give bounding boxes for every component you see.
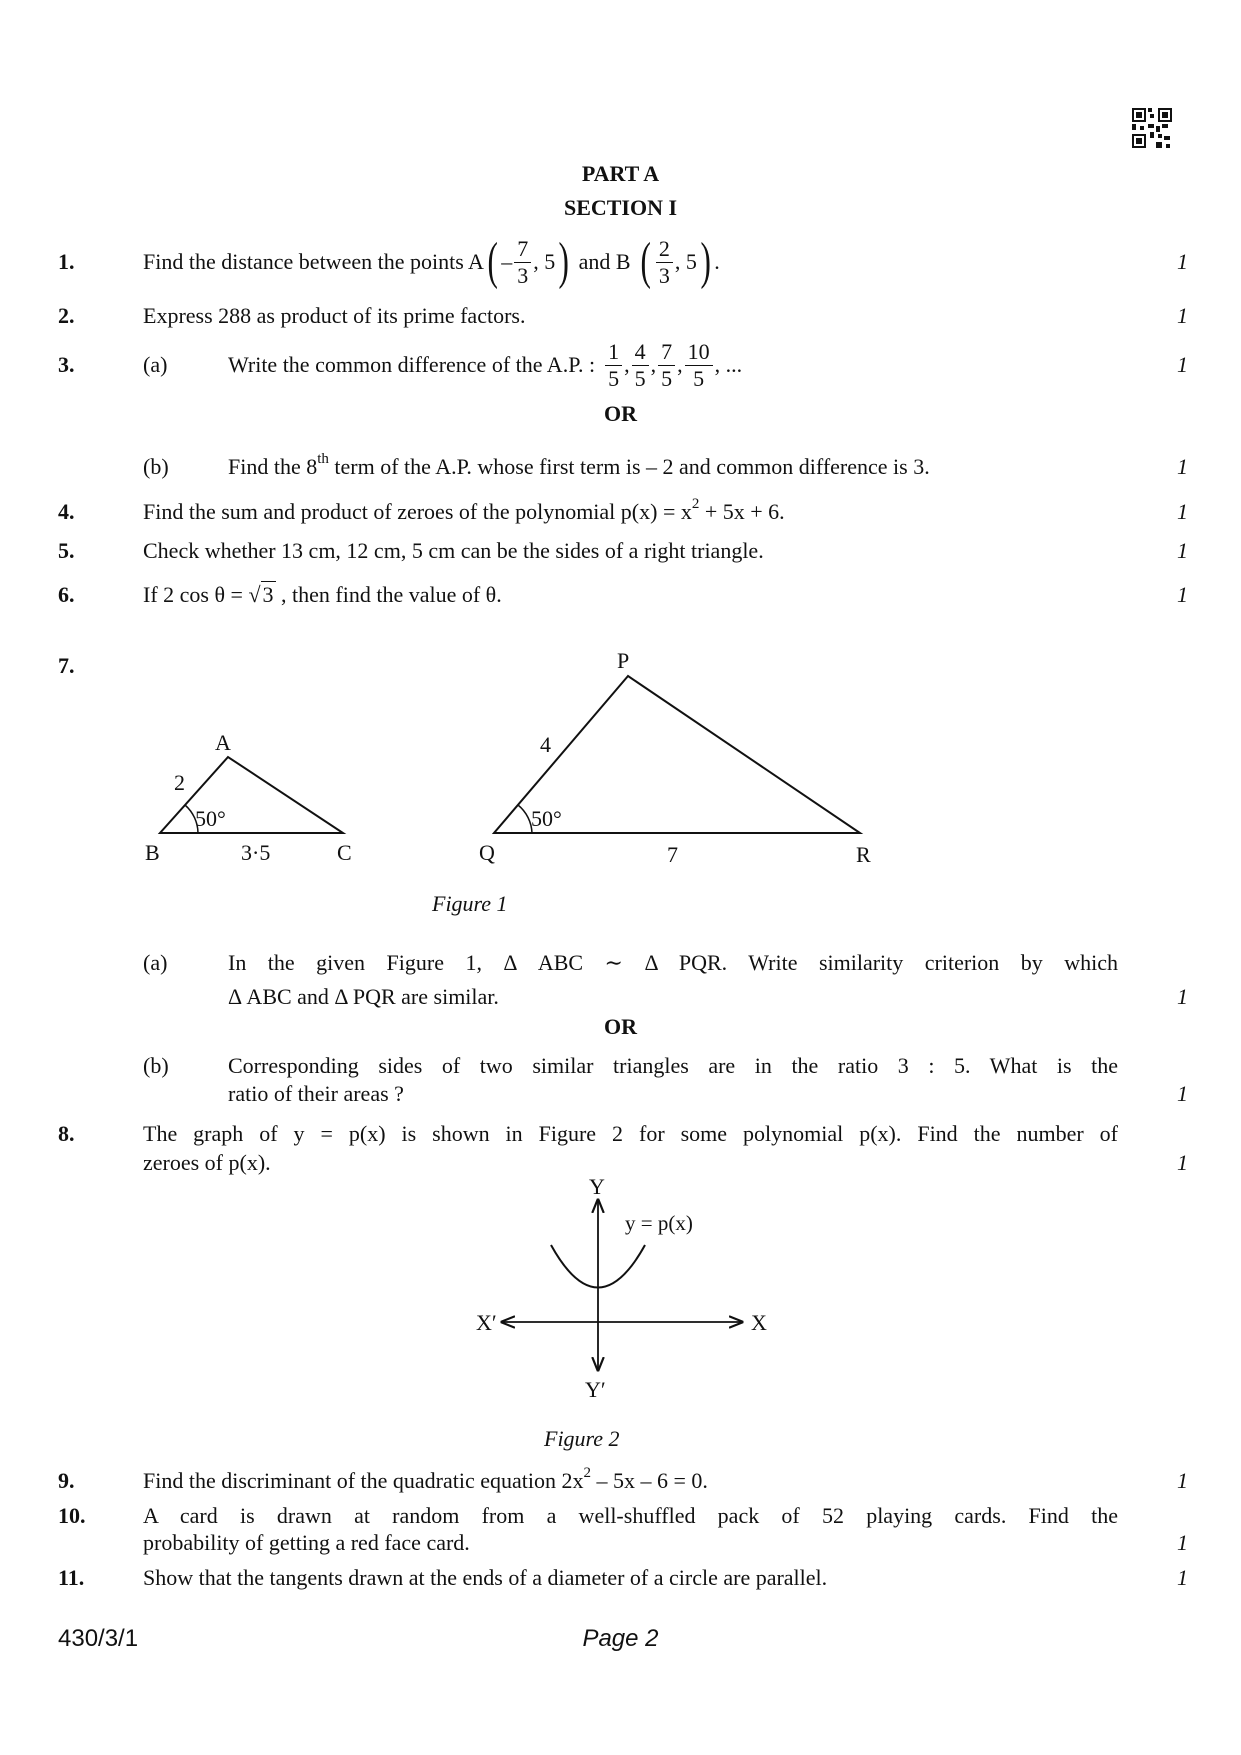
left-paren: (: [640, 233, 651, 290]
figure-1-caption: Figure 1: [432, 891, 508, 916]
question-number: 5.: [58, 538, 75, 563]
section-heading: SECTION I: [563, 195, 678, 220]
question-text: .: [714, 249, 720, 274]
angle-label-b: 50°: [195, 806, 226, 831]
question-text: Show that the tangents drawn at the ends of a diameter of a circle are parallel.: [143, 1565, 828, 1590]
part-heading: PART A: [581, 161, 660, 186]
marks: 1: [1177, 1565, 1188, 1590]
question-text: Corresponding sides of two similar triangles are in the ratio 3 : 5. What is the: [228, 1053, 1118, 1078]
question-text: A card is drawn at random from a well-shuffled pack of 52 playing cards. Find the: [143, 1503, 1118, 1528]
marks: 1: [1177, 249, 1188, 274]
question-3a-text: Write the common difference of the A.P. : $\frac{1}{5}$ , $\frac{4}{5}$ , $\frac{7}{5}$ , $\frac{10}{5}$ , ...: [228, 338, 743, 391]
right-paren: ): [558, 233, 570, 290]
left-paren: (: [487, 233, 498, 290]
question-text: Find the sum and product of zeroes of the polynomial $p(x) = x^2 + 5x + 6$.: [143, 496, 785, 524]
angle-label-q: 50°: [531, 806, 562, 831]
question-number: 6.: [58, 582, 75, 607]
or-divider: OR: [604, 401, 637, 426]
vertex-label-r: R: [856, 842, 871, 867]
fraction: $\frac{1}{5}$: [605, 341, 622, 390]
question-text: Find the distance between the points A: [143, 249, 484, 274]
question-number: 2.: [58, 303, 75, 328]
marks: 1: [1177, 454, 1188, 479]
question-number: 8.: [58, 1121, 75, 1146]
marks: 1: [1177, 582, 1188, 607]
question-number: 9.: [58, 1468, 75, 1493]
question-text: In the given Figure 1, Δ ABC ∼ Δ PQR. Write similarity criterion by which: [228, 950, 1118, 975]
axis-label-x: X: [751, 1310, 767, 1335]
question-text: The graph of y = p(x) is shown in Figure 2 for some polynomial p(x). Find the number of: [143, 1121, 1118, 1146]
right-paren: ): [700, 233, 711, 290]
vertex-label-p: P: [617, 648, 630, 673]
option-label: (b): [143, 454, 169, 479]
question-text: probability of getting a red face card.: [143, 1530, 470, 1555]
side-label-pq: 4: [540, 732, 551, 757]
question-number: 1.: [58, 249, 75, 274]
minus-sign: –: [501, 249, 513, 274]
question-text: Express 288 as product of its prime factors.: [143, 303, 526, 328]
question-3b-text: Find the 8th term of the A.P. whose first term is – 2 and common difference is 3.: [228, 451, 930, 479]
marks: 1: [1177, 1150, 1188, 1175]
marks: 1: [1177, 1081, 1188, 1106]
vertex-label-c: C: [337, 840, 352, 865]
marks: 1: [1177, 499, 1188, 524]
question-text: Write the common difference of the A.P. :: [228, 352, 596, 377]
marks: 1: [1177, 984, 1188, 1009]
side-label-qr: 7: [667, 842, 678, 867]
question-number: 7.: [58, 653, 75, 678]
option-label: (b): [143, 1053, 169, 1078]
or-divider: OR: [604, 1014, 637, 1039]
axis-label-x-prime: X′: [476, 1310, 497, 1335]
side-label-bc: 3·5: [241, 840, 271, 865]
question-number: 10.: [58, 1503, 86, 1528]
fraction: $\frac{2}{3}$: [656, 238, 673, 287]
question-text: and B: [578, 249, 631, 274]
question-number: 3.: [58, 352, 75, 377]
question-text: zeroes of p(x).: [143, 1150, 271, 1175]
vertex-label-a: A: [215, 730, 231, 755]
question-text: Check whether 13 cm, 12 cm, 5 cm can be the sides of a right triangle.: [143, 538, 764, 563]
square-root: √3: [248, 582, 274, 607]
axis-label-y-prime: Y′: [585, 1377, 606, 1402]
marks: 1: [1177, 303, 1188, 328]
marks: 1: [1177, 1468, 1188, 1493]
question-number: 11.: [58, 1565, 85, 1590]
fraction: $\frac{4}{5}$: [632, 341, 649, 390]
side-label-ab: 2: [174, 770, 185, 795]
question-text: If 2 cos θ = √3 , then find the value of θ.: [143, 582, 502, 607]
question-text: Δ ABC and Δ PQR are similar.: [228, 984, 499, 1009]
coordinate-y: , 5: [674, 249, 697, 274]
paper-code: 430/3/1: [58, 1625, 139, 1652]
fraction: $\frac{7}{5}$: [658, 341, 675, 390]
marks: 1: [1177, 538, 1188, 563]
axis-label-y: Y: [589, 1174, 605, 1199]
coordinate-y: , 5: [533, 249, 556, 274]
question-number: 4.: [58, 499, 75, 524]
marks: 1: [1177, 1530, 1188, 1555]
option-label: (a): [143, 950, 168, 975]
question-text: ratio of their areas ?: [228, 1081, 404, 1106]
curve-label: y = p(x): [625, 1211, 693, 1235]
fraction: $\frac{10}{5}$: [685, 341, 713, 390]
figure-2-caption: Figure 2: [544, 1426, 620, 1451]
fraction: $\frac{7}{3}$: [514, 238, 531, 287]
vertex-label-b: B: [145, 840, 160, 865]
question-text: Find the discriminant of the quadratic equation $2x^2 - 5x - 6 = 0$.: [143, 1465, 708, 1493]
page-number: Page 2: [582, 1625, 659, 1652]
marks: 1: [1177, 352, 1188, 377]
vertex-label-q: Q: [479, 840, 495, 865]
option-label: (a): [143, 352, 168, 377]
